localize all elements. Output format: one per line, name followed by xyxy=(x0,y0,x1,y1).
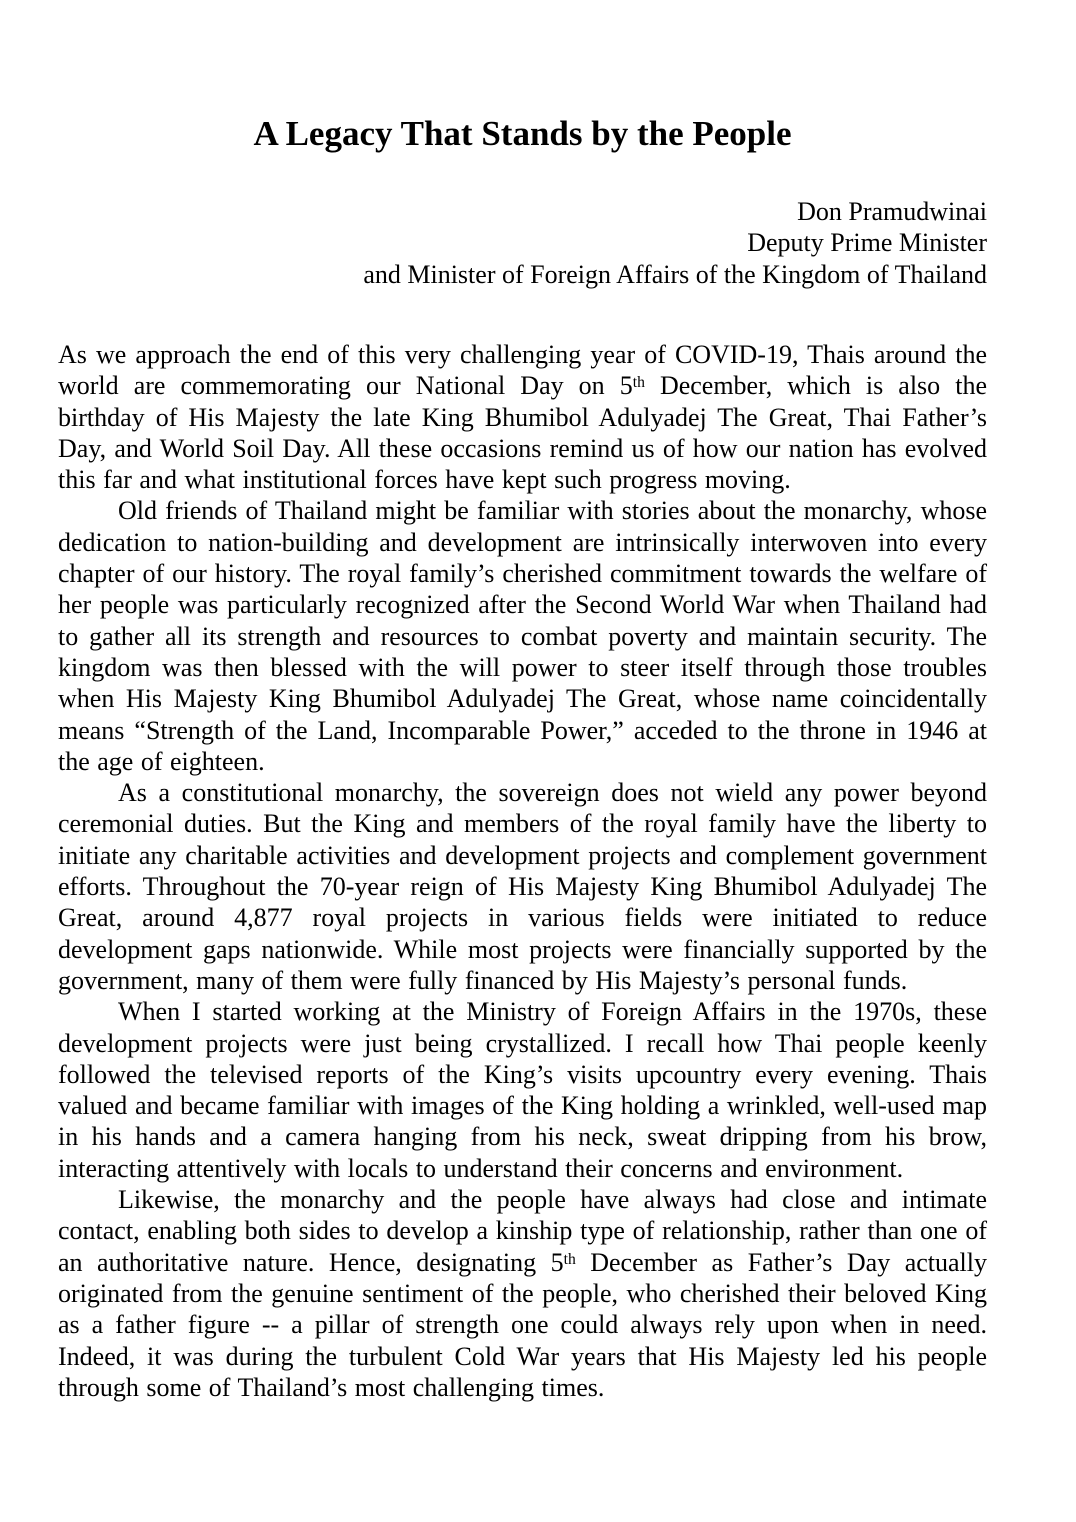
paragraph: As we approach the end of this very challenging year of COVID-19, Thais around the world are commemorating our National Day on 5th December, which is also the birthday of His Majesty the late King Bhumibol Adulyadej The Great, Thai Father’s Day, and World Soil Day. All these occasions remind us of how our nation has evolved this far and what institutional forces have kept such progress moving. xyxy=(58,340,987,495)
superscript: th xyxy=(563,1250,576,1268)
byline xyxy=(58,196,987,290)
paragraph: Old friends of Thailand might be familiar with stories about the monarchy, whose dedication to nation-building and development are intrinsically interwoven into every chapter of our history. The royal family’s cherished commitment towards the welfare of her people was particularly recognized after the Second World War when Thailand had to gather all its strength and resources to combat poverty and maintain security. The kingdom was then blessed with the will power to steer itself through those troubles when His Majesty King Bhumibol Adulyadej The Great, whose name coincidentally means “Strength of the Land, Incomparable Power,” acceded to the throne in 1946 at the age of eighteen. xyxy=(58,496,987,776)
byline-role-deputy-pm: Deputy Prime Minister xyxy=(747,228,987,258)
document-title: A Legacy That Stands by the People xyxy=(253,114,792,153)
paragraph: When I started working at the Ministry of Foreign Affairs in the 1970s, these development projects were just being crystallized. I recall how Thai people keenly followed the televised reports of the King’s visits upcountry every evening. Thais valued and became familiar with images of the King holding a wrinkled, well-used map in his hands and a camera hanging from his neck, sweat dripping from his brow, interacting attentively with locals to understand their concerns and environment. xyxy=(58,997,987,1183)
paragraph: Likewise, the monarchy and the people have always had close and intimate contact, enabling both sides to develop a kinship type of relationship, rather than one of an authoritative nature. Hence, designating 5th December as Father’s Day actually originated from the genuine sentiment of the people, who cherished their beloved King as a father figure -- a pillar of strength one could always rely upon when in need. Indeed, it was during the turbulent Cold War years that His Majesty led his people through some of Thailand’s most challenging times. xyxy=(58,1185,988,1402)
byline-role-minister: and Minister of Foreign Affairs of the Kingdom of Thailand xyxy=(363,259,987,289)
superscript: th xyxy=(632,374,645,392)
byline-author: Don Pramudwinai xyxy=(797,197,987,226)
paragraph: As a constitutional monarchy, the sovereign does not wield any power beyond ceremonial duties. But the King and members of the royal family have the liberty to initiate any charitable activities and development projects and complement government efforts. Throughout the 70-year reign of His Majesty King Bhumibol Adulyadej The Great, around 4,877 royal projects in various fields were initiated to reduce development gaps nationwide. While most projects were financially supported by the government, many of them were fully financed by His Majesty’s personal funds. xyxy=(58,778,987,995)
document-body xyxy=(58,339,987,1403)
